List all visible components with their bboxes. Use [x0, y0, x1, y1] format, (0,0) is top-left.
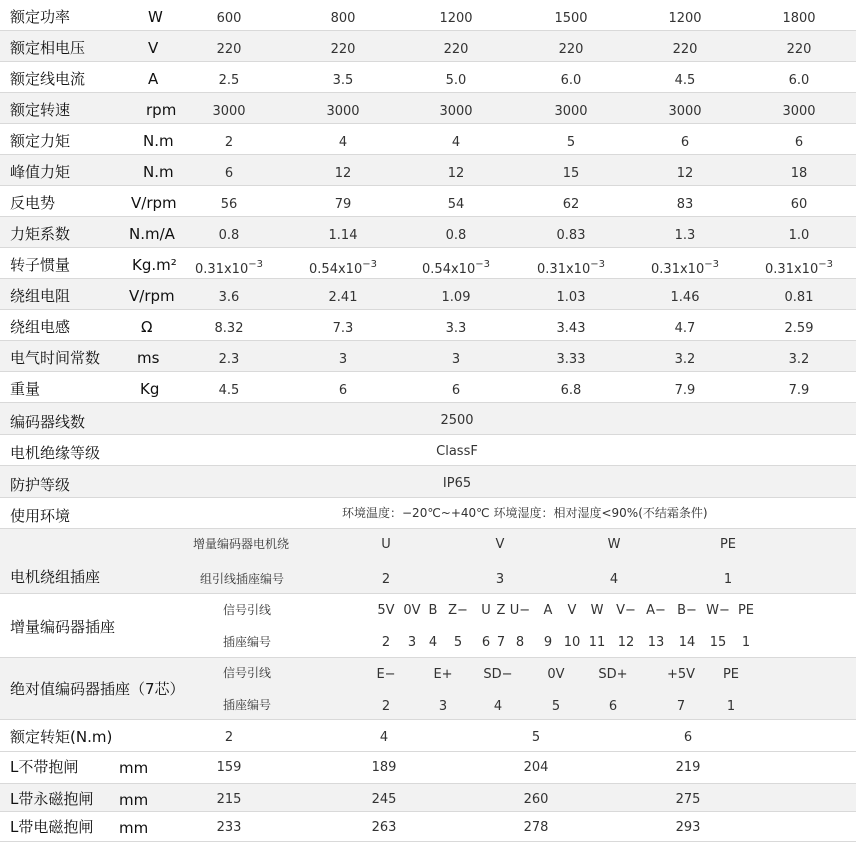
spec-row: [0, 341, 856, 372]
shared-label: 使用环境: [10, 507, 71, 525]
spec-value: 4.7: [674, 321, 696, 336]
abs-encoder-label: 绝对值编码器插座（7芯）: [10, 680, 185, 698]
inc-signal: Z: [496, 603, 506, 618]
spec-label: 额定相电压: [10, 39, 86, 57]
motor-winding-sub1: 增量编码器电机绕: [193, 537, 290, 551]
length-label: L不带抱闸: [10, 758, 79, 776]
length-label: L带电磁抱闸: [10, 818, 94, 836]
spec-value: 1800: [782, 11, 816, 26]
abs-pin: 7: [676, 699, 686, 714]
spec-value: 83: [676, 197, 694, 212]
spec-value: 6.8: [560, 383, 582, 398]
spec-unit: W: [148, 8, 163, 26]
shared-label: 电机绝缘等级: [10, 444, 101, 462]
inc-signal: U−: [509, 603, 531, 618]
length-row: [0, 752, 856, 784]
spec-value: 56: [220, 197, 238, 212]
inc-pin: 4: [428, 635, 438, 650]
spec-row: [0, 62, 856, 93]
length-value: 245: [371, 792, 397, 807]
spec-value: 0.8: [445, 228, 467, 243]
spec-value: 4: [451, 135, 461, 150]
spec-label: 力矩系数: [10, 225, 71, 243]
spec-label: 反电势: [10, 194, 56, 212]
spec-unit: V/rpm: [131, 194, 177, 212]
shared-row: [0, 403, 856, 435]
inc-pin: 9: [543, 635, 553, 650]
inc-pin: 6: [481, 635, 491, 650]
exponent: −3: [248, 259, 263, 270]
abs-pin: 4: [493, 699, 503, 714]
length-value: 233: [216, 820, 242, 835]
shared-value: 环境温度：−20℃~+40℃ 环境湿度：相对湿度<90%(不结霜条件): [342, 506, 708, 520]
spec-value: 3.6: [218, 290, 240, 305]
inc-signal: 0V: [403, 603, 421, 618]
length-value: 260: [523, 792, 549, 807]
inc-signal: A−: [646, 603, 666, 618]
spec-label: 重量: [10, 380, 41, 398]
spec-value: 600: [216, 11, 242, 26]
spec-value: 1200: [668, 11, 702, 26]
incremental-encoder-block: [0, 594, 856, 658]
spec-value: 2.41: [328, 290, 358, 305]
spec-value: $0.54x10^{-3}$: [422, 259, 490, 277]
spec-unit: Kg.m²: [132, 256, 177, 274]
inc-pin: 10: [563, 635, 581, 650]
length-value: 278: [523, 820, 549, 835]
spec-value: $0.31x10^{-3}$: [537, 259, 605, 277]
spec-value: 220: [558, 42, 584, 57]
shared-value: IP65: [442, 476, 472, 491]
spec-value: 12: [676, 166, 694, 181]
shared-row: [0, 434, 856, 466]
inc-signal: V−: [616, 603, 636, 618]
spec-label: 电气时间常数: [10, 349, 101, 367]
spec-value: 220: [786, 42, 812, 57]
spec-value: 8.32: [214, 321, 244, 336]
spec-value: 2.59: [784, 321, 814, 336]
shared-row: [0, 497, 856, 529]
abs-signal: SD+: [598, 667, 628, 682]
exponent: −3: [362, 259, 377, 270]
spec-value: 7.9: [788, 383, 810, 398]
spec-row: [0, 186, 856, 217]
winding-pin: 2: [381, 572, 391, 587]
shared-value: 2500: [440, 413, 474, 428]
inc-signal: Z−: [448, 603, 468, 618]
abs-pin: 5: [551, 699, 561, 714]
inc-pin: 8: [515, 635, 525, 650]
spec-label: 额定线电流: [10, 70, 86, 88]
spec-row: [0, 248, 856, 279]
spec-value: 3.43: [556, 321, 586, 336]
abs-pin: 2: [381, 699, 391, 714]
inc-pin: 13: [647, 635, 665, 650]
spec-value: 3000: [439, 104, 473, 119]
spec-value: 12: [334, 166, 352, 181]
spec-value: 3.2: [788, 352, 810, 367]
length-value: 204: [523, 760, 549, 775]
spec-unit: V/rpm: [129, 287, 175, 305]
spec-value: 0.81: [784, 290, 814, 305]
spec-unit: N.m: [143, 132, 174, 150]
spec-value: 3000: [782, 104, 816, 119]
inc-signal: V: [567, 603, 577, 618]
spec-value: 3000: [668, 104, 702, 119]
spec-value: 2.5: [218, 73, 240, 88]
spec-value: $0.54x10^{-3}$: [309, 259, 377, 277]
spec-row: [0, 93, 856, 124]
motor-winding-block: [0, 529, 856, 594]
spec-unit: A: [148, 70, 159, 88]
inc-pin: 15: [709, 635, 727, 650]
abs-signal: +5V: [666, 667, 696, 682]
spec-value: 3: [451, 352, 461, 367]
spec-value: $0.31x10^{-3}$: [651, 259, 719, 277]
length-unit: mm: [119, 819, 149, 837]
length-row: [0, 784, 856, 812]
spec-value: 12: [447, 166, 465, 181]
inc-signal: A: [543, 603, 553, 618]
exponent: −3: [475, 259, 490, 270]
spec-row: [0, 31, 856, 62]
spec-unit: rpm: [146, 101, 177, 119]
spec-row: [0, 0, 856, 31]
spec-value: 0.83: [556, 228, 586, 243]
spec-value: 5: [566, 135, 576, 150]
spec-value: 3: [338, 352, 348, 367]
inc-pin: 5: [453, 635, 463, 650]
length-label: L带永磁抱闸: [10, 790, 94, 808]
spec-row: [0, 217, 856, 248]
spec-value: 800: [330, 11, 356, 26]
spec-value: 2: [224, 135, 234, 150]
spec-value: 3.33: [556, 352, 586, 367]
length-value: 275: [675, 792, 701, 807]
spec-label: 绕组电阻: [10, 287, 71, 305]
abs-pin: 6: [608, 699, 618, 714]
spec-value: 3000: [212, 104, 246, 119]
abs-signal: SD−: [483, 667, 513, 682]
shared-label: 编码器线数: [10, 413, 86, 431]
length-value: 263: [371, 820, 397, 835]
abs-signal: PE: [722, 667, 740, 682]
spec-value: 6: [680, 135, 690, 150]
spec-value: 4: [338, 135, 348, 150]
spec-unit: V: [148, 39, 159, 57]
inc-encoder-sub2: 插座编号: [223, 635, 272, 649]
rated-torque-value: 4: [379, 730, 389, 745]
rated-torque-row: [0, 720, 856, 752]
spec-value: 220: [672, 42, 698, 57]
spec-value: 4.5: [218, 383, 240, 398]
inc-encoder-label: 增量编码器插座: [10, 618, 116, 636]
spec-value: 6.0: [788, 73, 810, 88]
spec-value: 3.2: [674, 352, 696, 367]
spec-row: [0, 372, 856, 403]
spec-value: 1.09: [441, 290, 471, 305]
spec-value: 15: [562, 166, 580, 181]
spec-label: 额定转速: [10, 101, 71, 119]
spec-value: 5.0: [445, 73, 467, 88]
spec-value: 220: [216, 42, 242, 57]
shared-label: 防护等级: [10, 476, 71, 494]
inc-signal: W−: [706, 603, 730, 618]
spec-row: [0, 279, 856, 310]
spec-unit: N.m: [143, 163, 174, 181]
motor-winding-label: 电机绕组插座: [10, 568, 101, 586]
rated-torque-value: 6: [683, 730, 693, 745]
inc-signal: B−: [677, 603, 697, 618]
spec-value: 6: [224, 166, 234, 181]
inc-pin: 14: [678, 635, 696, 650]
spec-unit: Kg: [140, 380, 160, 398]
inc-encoder-sub1: 信号引线: [223, 603, 272, 617]
length-row: [0, 812, 856, 842]
inc-signal: U: [481, 603, 491, 618]
inc-signal: W: [590, 603, 604, 618]
rated-torque-value: 5: [531, 730, 541, 745]
abs-signal: 0V: [547, 667, 565, 682]
spec-unit: Ω: [141, 318, 153, 336]
winding-signal: V: [495, 537, 505, 552]
shared-value: ClassF: [436, 444, 478, 459]
length-value: 189: [371, 760, 397, 775]
spec-value: 220: [443, 42, 469, 57]
rated-torque-value: 2: [224, 730, 234, 745]
spec-unit: ms: [137, 349, 160, 367]
winding-signal: U: [381, 537, 391, 552]
spec-value: 4.5: [674, 73, 696, 88]
length-unit: mm: [119, 791, 149, 809]
inc-pin: 12: [617, 635, 635, 650]
length-value: 215: [216, 792, 242, 807]
length-value: 219: [675, 760, 701, 775]
abs-signal: E−: [376, 667, 396, 682]
abs-signal: E+: [433, 667, 453, 682]
spec-row: [0, 124, 856, 155]
spec-value: 1.0: [788, 228, 810, 243]
abs-pin: 3: [438, 699, 448, 714]
length-value: 159: [216, 760, 242, 775]
spec-value: 7.9: [674, 383, 696, 398]
inc-pin: 7: [496, 635, 506, 650]
length-unit: mm: [119, 759, 149, 777]
spec-value: 60: [790, 197, 808, 212]
spec-value: $0.31x10^{-3}$: [765, 259, 833, 277]
spec-value: 18: [790, 166, 808, 181]
inc-signal: 5V: [377, 603, 395, 618]
spec-value: 1.03: [556, 290, 586, 305]
spec-label: 额定力矩: [10, 132, 71, 150]
inc-pin: 1: [741, 635, 751, 650]
spec-value: $0.31x10^{-3}$: [195, 259, 263, 277]
exponent: −3: [818, 259, 833, 270]
spec-value: 3.3: [445, 321, 467, 336]
winding-pin: 4: [609, 572, 619, 587]
spec-value: 1.14: [328, 228, 358, 243]
inc-pin: 3: [407, 635, 417, 650]
spec-label: 绕组电感: [10, 318, 71, 336]
spec-value: 6.0: [560, 73, 582, 88]
spec-unit: N.m/A: [129, 225, 175, 243]
rated-torque-label: 额定转矩(N.m): [10, 728, 113, 746]
absolute-encoder-block: [0, 658, 856, 720]
inc-pin: 11: [588, 635, 606, 650]
winding-signal: W: [607, 537, 621, 552]
spec-value: 54: [447, 197, 465, 212]
spec-value: 1500: [554, 11, 588, 26]
exponent: −3: [590, 259, 605, 270]
spec-value: 220: [330, 42, 356, 57]
motor-winding-sub2: 组引线插座编号: [200, 572, 285, 586]
abs-encoder-sub2: 插座编号: [223, 698, 272, 712]
spec-value: 2.3: [218, 352, 240, 367]
winding-pin: 3: [495, 572, 505, 587]
winding-pin: 1: [723, 572, 733, 587]
spec-value: 3000: [326, 104, 360, 119]
spec-label: 峰值力矩: [10, 163, 71, 181]
spec-value: 6: [451, 383, 461, 398]
spec-value: 6: [338, 383, 348, 398]
exponent: −3: [704, 259, 719, 270]
spec-row: [0, 155, 856, 186]
spec-value: 3000: [554, 104, 588, 119]
winding-signal: PE: [719, 537, 737, 552]
spec-value: 7.3: [332, 321, 354, 336]
spec-row: [0, 310, 856, 341]
abs-pin: 1: [726, 699, 736, 714]
spec-value: 1200: [439, 11, 473, 26]
inc-signal: B: [428, 603, 438, 618]
spec-value: 0.8: [218, 228, 240, 243]
abs-encoder-sub1: 信号引线: [223, 666, 272, 680]
inc-pin: 2: [381, 635, 391, 650]
spec-label: 额定功率: [10, 8, 71, 26]
inc-signal: PE: [737, 603, 755, 618]
spec-value: 79: [334, 197, 352, 212]
spec-value: 6: [794, 135, 804, 150]
length-value: 293: [675, 820, 701, 835]
spec-value: 62: [562, 197, 580, 212]
spec-value: 1.46: [670, 290, 700, 305]
spec-value: 3.5: [332, 73, 354, 88]
spec-value: 1.3: [674, 228, 696, 243]
spec-label: 转子惯量: [10, 256, 71, 274]
shared-row: [0, 466, 856, 498]
